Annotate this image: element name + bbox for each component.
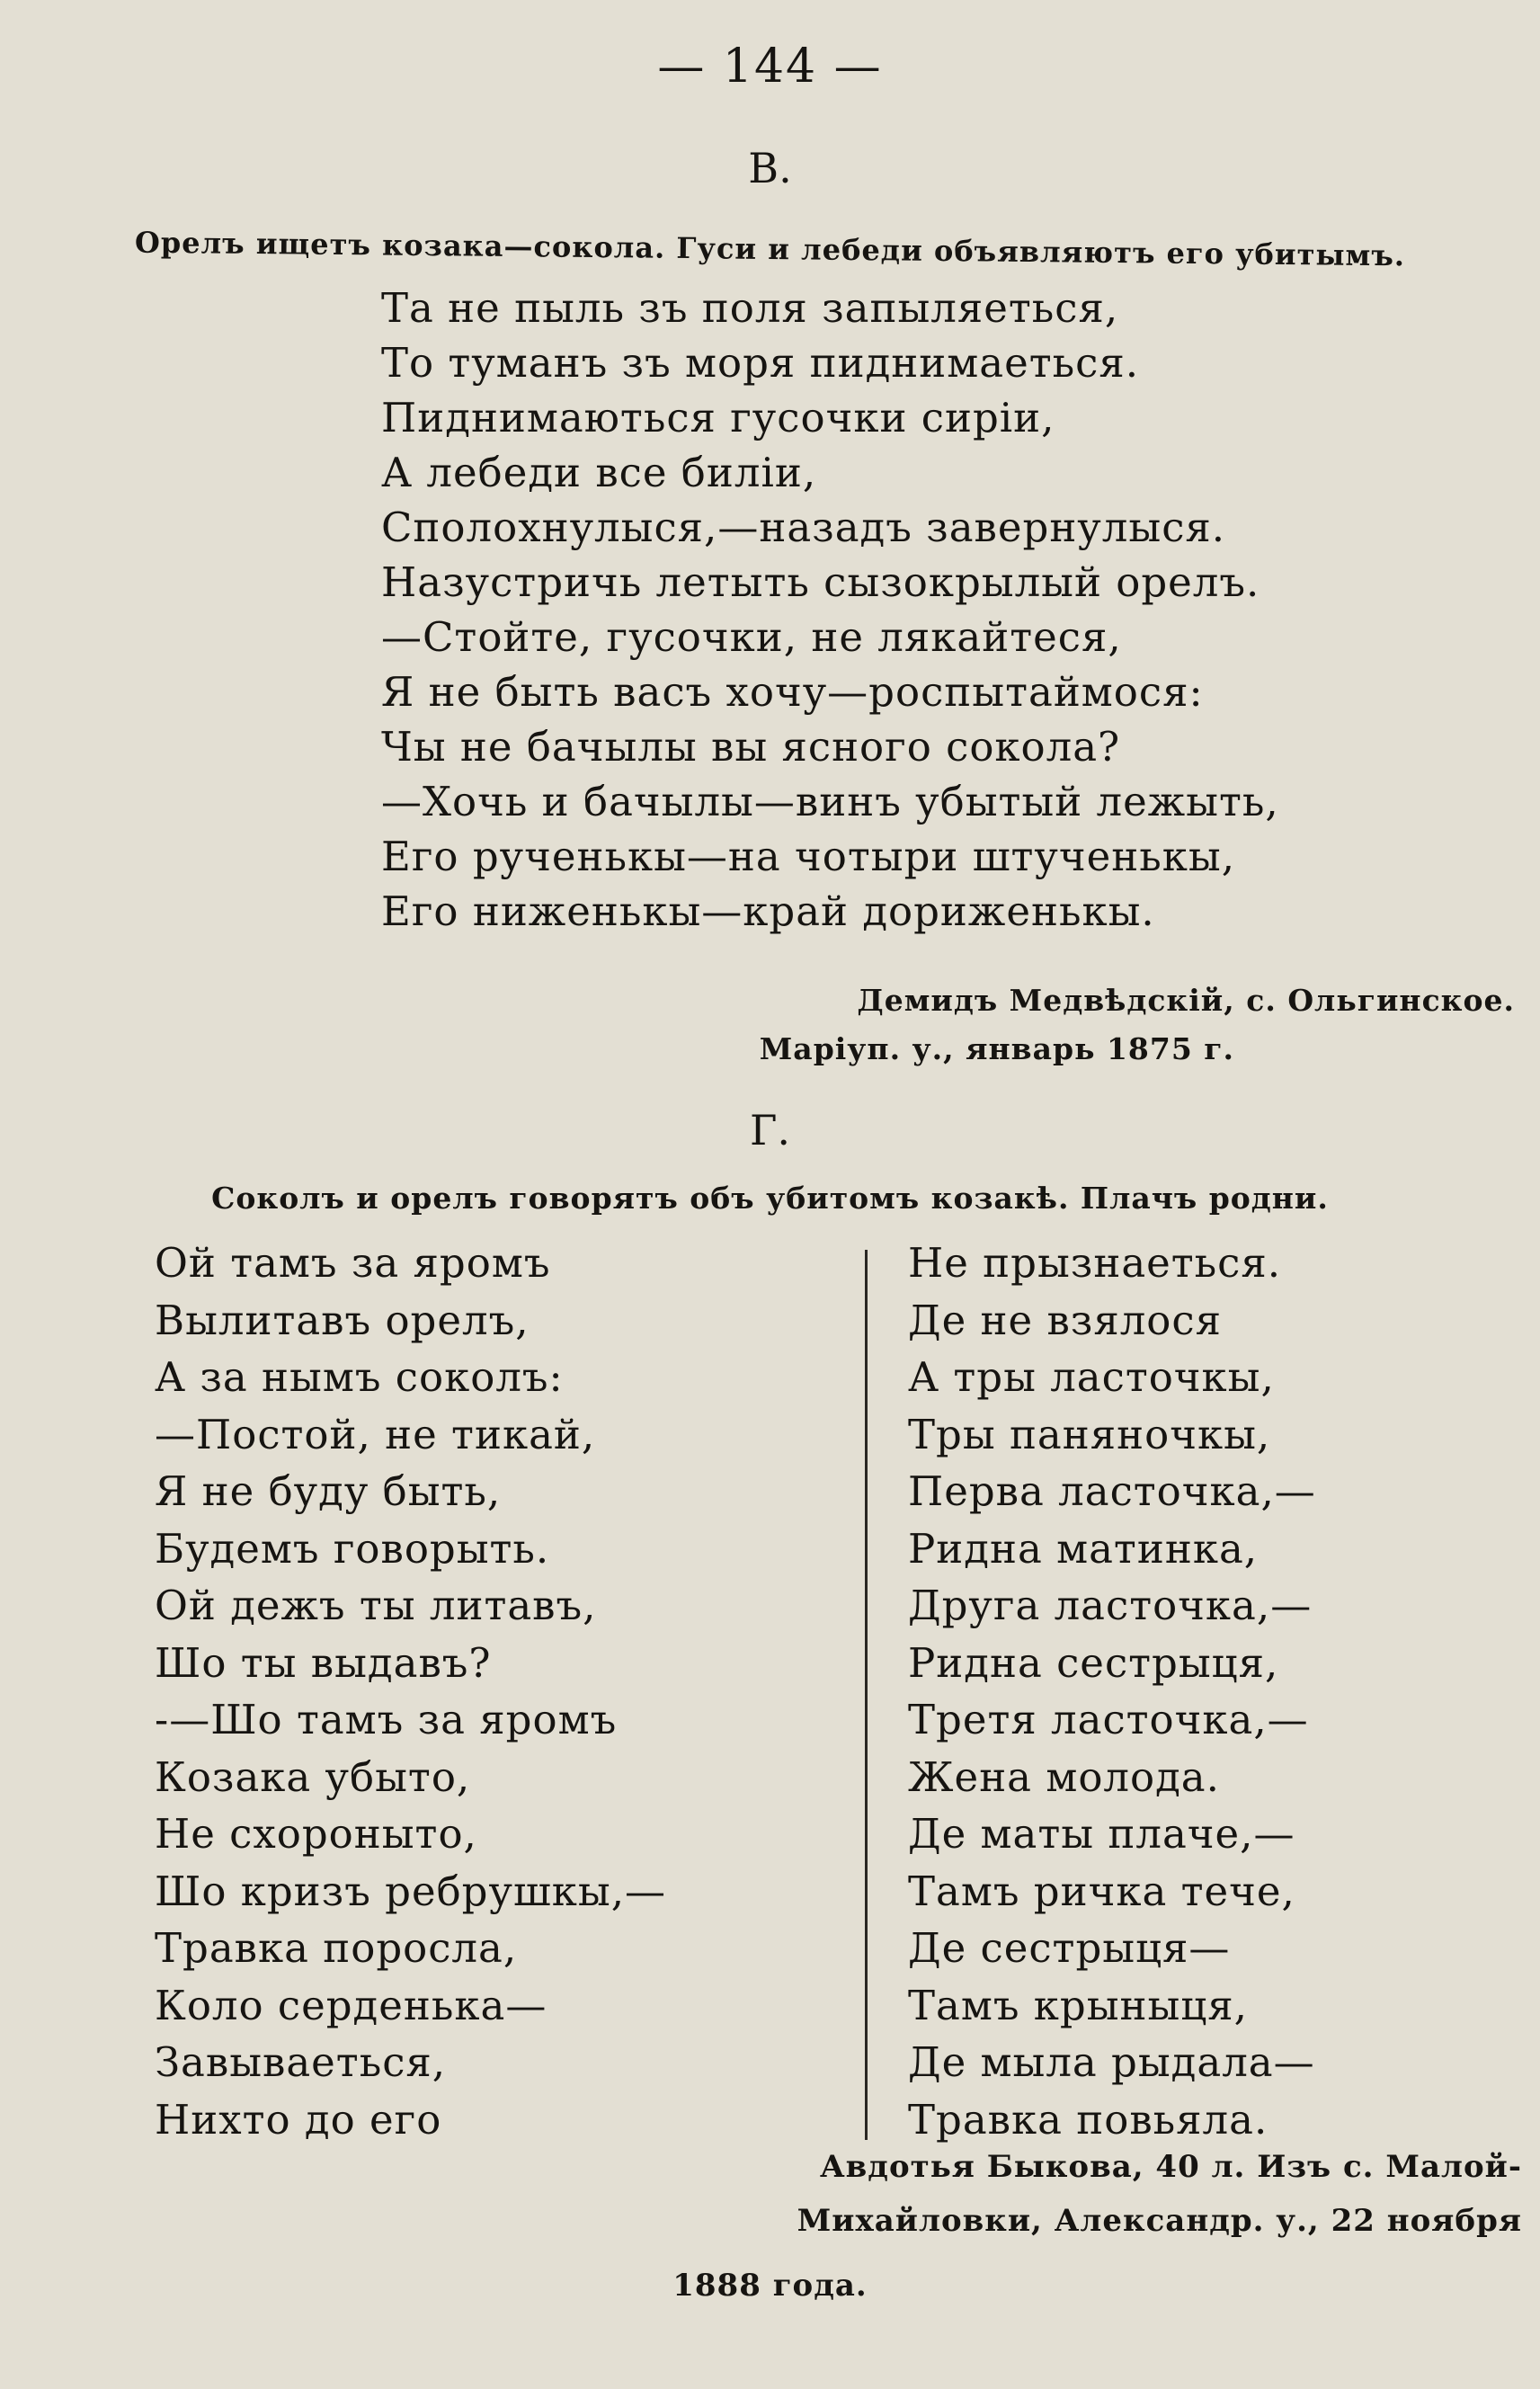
verse-line: А за нымъ соколъ: <box>155 1353 564 1401</box>
verse-line: Де мыла рыдала— <box>908 2038 1315 2086</box>
verse-line: Тры паняночкы, <box>908 1410 1271 1458</box>
verse-line: Травка поросла, <box>155 1924 518 1972</box>
section-g-footnote-line2: Михайловки, Александр. у., 22 ноября <box>797 2203 1522 2239</box>
verse-line: Та не пыль зъ поля запыляеться, <box>381 284 1119 332</box>
verse-line: Завываеться, <box>155 2038 447 2086</box>
verse-line: -—Шо тамъ за яромъ <box>155 1696 618 1743</box>
verse-line: Ридна матинка, <box>908 1524 1259 1573</box>
verse-line: Перва ласточка,— <box>908 1467 1316 1515</box>
verse-line: Шо ты выдавъ? <box>155 1638 492 1687</box>
verse-line: Я не буду быть, <box>155 1467 502 1515</box>
section-v-attribution: Демидъ Медвѣдскiй, с. Ольгинское. <box>857 983 1515 1018</box>
verse-line: Будемъ говорыть. <box>155 1524 550 1573</box>
verse-line: Третя ласточка,— <box>908 1696 1309 1743</box>
verse-line: Ой тамъ за яромъ <box>155 1239 551 1287</box>
verse-line: Ридна сестрыця, <box>908 1638 1279 1687</box>
verse-line: Друга ласточка,— <box>908 1582 1313 1629</box>
section-g-letter: Г. <box>749 1106 791 1154</box>
verse-line: Де маты плаче,— <box>908 1810 1295 1858</box>
verse-line: Коло серденька— <box>155 1981 547 2029</box>
section-v-verse <box>381 281 1279 939</box>
verse-line: Назустричь летыть сызокрылый орелъ. <box>381 558 1260 606</box>
verse-line: То туманъ зъ моря пиднимаеться. <box>381 339 1140 387</box>
verse-line: —Постой, не тикай, <box>155 1410 596 1458</box>
verse-line: А тры ласточкы, <box>908 1353 1275 1401</box>
section-v-heading: Орелъ ищетъ козака—сокола. Гуси и лебеди объявляютъ его убитымъ. <box>134 225 1406 273</box>
verse-line: Нихто до его <box>155 2095 442 2144</box>
verse-line: Де не взялося <box>908 1296 1222 1344</box>
verse-line: Де сестрыця— <box>908 1924 1231 1972</box>
verse-line: Вылитавъ орелъ, <box>155 1296 530 1344</box>
section-v-letter: В. <box>748 144 792 192</box>
section-g-footnote-line1: Авдотья Быкова, 40 л. Изъ с. Малой- <box>819 2149 1522 2185</box>
verse-line: Жена молода. <box>908 1752 1220 1801</box>
verse-line: Не прызнаеться. <box>908 1239 1282 1287</box>
section-g-footnote-line3: 1888 года. <box>672 2268 868 2304</box>
verse-line: Шо кризъ ребрушкы,— <box>155 1867 667 1915</box>
verse-line: —Стойте, гусочки, не лякайтеся, <box>381 613 1122 661</box>
verse-line: Травка повьяла. <box>908 2095 1268 2144</box>
verse-line: Чы не бачылы вы ясного сокола? <box>381 723 1121 771</box>
section-g-left-column <box>155 1235 666 2148</box>
verse-line: Тамъ ричка тече, <box>908 1867 1295 1915</box>
verse-line: Я не быть васъ хочу—роспытаймося: <box>381 668 1204 716</box>
verse-line: Тамъ крыныця, <box>908 1981 1248 2029</box>
verse-line: Его рученькы—на чотыри штученькы, <box>381 833 1236 880</box>
verse-line: Не схороныто, <box>155 1810 477 1858</box>
verse-line: —Хочь и бачылы—винъ убытый лежыть, <box>381 778 1279 825</box>
column-divider <box>865 1250 868 2140</box>
verse-line: Пиднимаються гусочки сирiи, <box>381 394 1055 441</box>
verse-line: Козака убыто, <box>155 1752 471 1801</box>
page-number: — 144 — <box>657 40 883 94</box>
section-g-heading: Соколъ и орелъ говорятъ объ убитомъ козакѣ. Плачъ родни. <box>211 1181 1329 1216</box>
verse-line: Его ниженькы—край дориженькы. <box>381 887 1155 935</box>
verse-line: Ой дежъ ты литавъ, <box>155 1582 597 1629</box>
verse-line: А лебеди все билiи, <box>381 449 817 496</box>
verse-line: Сполохнулыся,—назадъ завернулыся. <box>381 504 1226 551</box>
section-v-attribution-date: Марiуп. у., январь 1875 г. <box>759 1031 1234 1066</box>
section-g-right-column <box>908 1235 1316 2148</box>
